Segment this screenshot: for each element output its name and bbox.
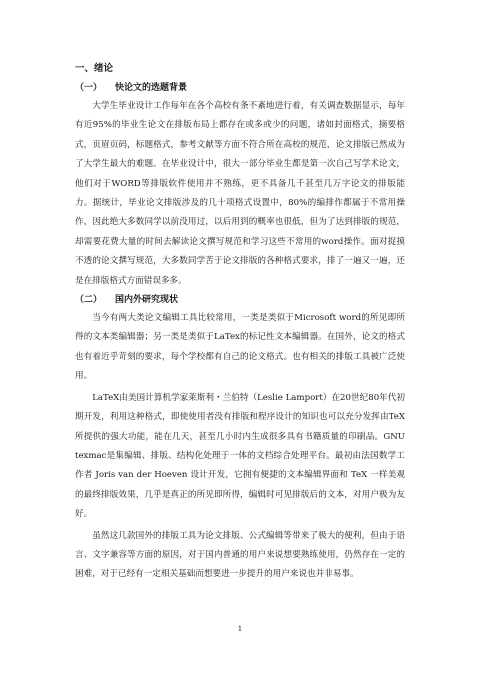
chapter-heading: 一、绪论 — [75, 63, 114, 74]
section-number: （一） — [75, 83, 103, 93]
paragraph: 当今有两大类论文编辑工具比较常用，一类是类似于Microsoft word的所见即所得的文本类编辑器；另一类是类似于LaTex的标记性文本编辑器。在国外，论文的格式也有着近乎苛刻的要求，每个学校都有自己的论文格式。也有相关的排版工具被广泛使用。 — [75, 313, 405, 382]
section-title: 国内外研究现状 — [115, 295, 179, 306]
section-number: （二） — [75, 295, 103, 306]
section-title: 快论文的选题背景 — [115, 83, 188, 93]
document-body — [75, 62, 405, 587]
paragraph: LaTeX由美国计算机学家莱斯利・兰伯特（Leslie Lamport）在20世纪80年代初期开发，利用这种格式，即使使用者没有排版和程序设计的知识也可以充分发挥由TeX所提供的强大功能，能在几天，甚至几小时内生成很多具有书籍质量的印刷品。GNU texmac是集编辑、排版、结构化处理于一体的文档综合处理平台。最初由法国数学工作者 Joris van der Hoeven 设计开发，它拥有便捷的文本编辑界面和 TeX 一样美观的最终排版效果，几乎是真正的所见即所得，编辑时可见排版后的文本，对用户极为友好。 — [75, 392, 405, 520]
paragraph: 大学生毕业设计工作每年在各个高校有条不紊地进行着，有关调查数据显示，每年有近95%的毕业生论文在排版布局上都存在或多或少的问题，诸如封面格式，摘要格式，页眉页码，标题格式，参考文献等方面不符合所在高校的规范，论文排版已然成为了大学生最大的难题。在毕业设计中，很大一部分毕业生都是第一次自己写学术论文，他们对于WORD等排版软件使用并不熟练，更不具备几千甚至几万字论文的排版能力。据统计，毕业论文排版涉及的几十项格式设置中，80%的编排作都属于不常用操作，因此绝大多数同学以前没用过，以后用到的概率也很低，但为了达到排版的规范，却需要花费大量的时间去解读论文撰写规范和学习这些不常用的word操作。面对捉摸不透的论文撰写规范，大多数同学苦于论文排版的各种格式要求，排了一遍又一遍，还是在排版格式方面错误多多。 — [75, 101, 405, 286]
section-heading-background — [75, 81, 405, 95]
page-number: 1 — [237, 625, 243, 633]
section-heading-research-status — [75, 293, 405, 307]
paragraph: 虽然这几款国外的排版工具为论文排版、公式编辑等带来了极大的便利，但由于语言、文字兼容等方面的原因，对于国内普通的用户来说想要熟练使用，仍然存在一定的困难，对于已经有一定相关基础而想要进一步提升的用户来说也并非易事。 — [75, 530, 405, 580]
